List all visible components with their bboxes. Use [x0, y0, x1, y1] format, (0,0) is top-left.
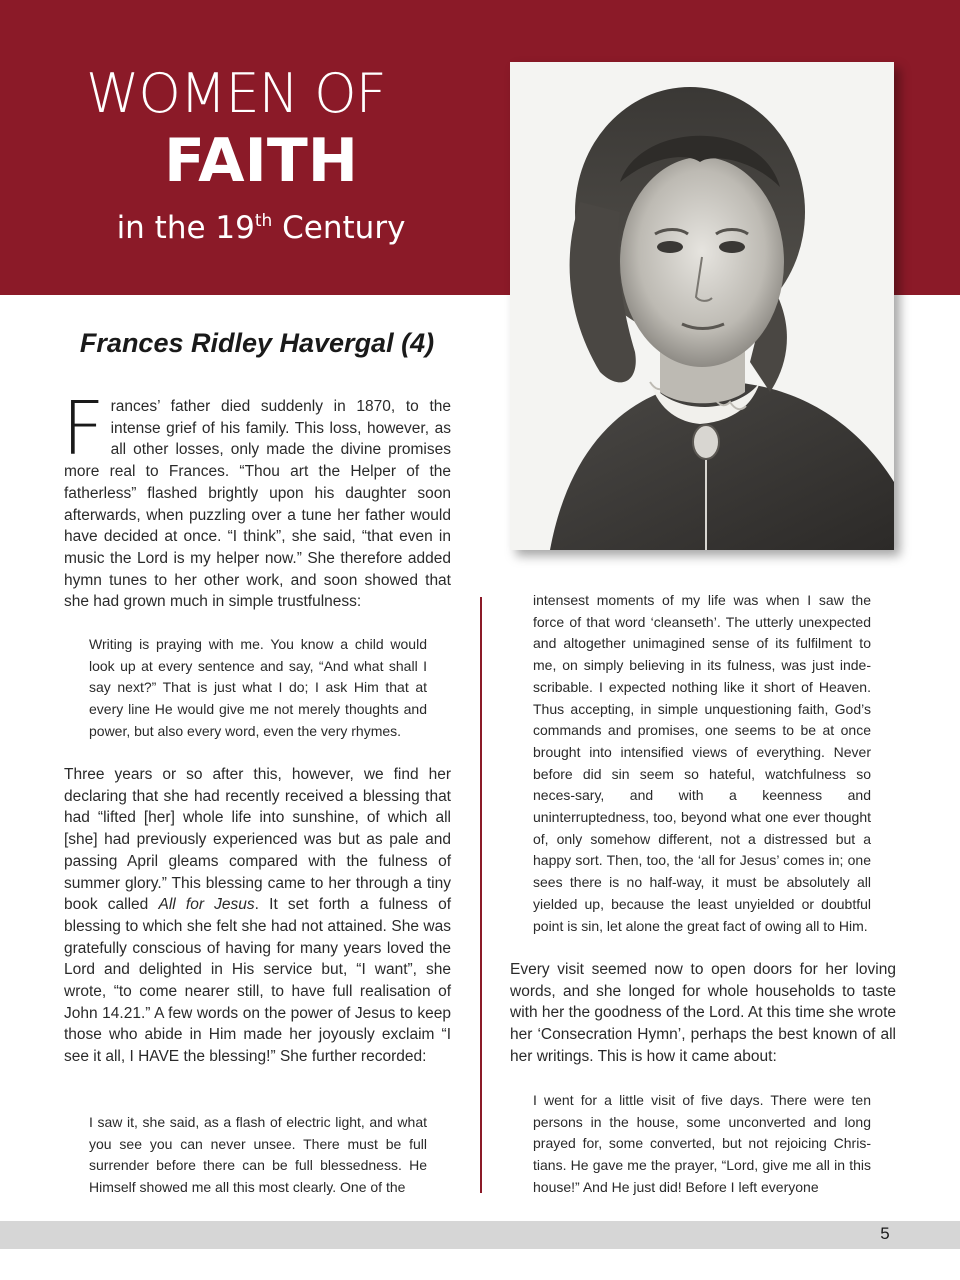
- title-century-prefix: in the 19: [116, 210, 255, 246]
- block-quote-2-continued: intensest moments of my life was when I saw the force of that word ‘cleanseth’. The utterly unexpected and altogether unimagined sense of its fulfilment to me, on simply believing in its fulness, was just inde-scribable. I expected nothing like it short of Heaven. Thus accepting, in simple unquestioning faith, God’s commands and promises, one seems to be at once brought into intensified views of everything. Never before did sin seem so hateful, watchfulness so neces-sary, and with a keenness and uninterruptedness, too, beyond what one ever thought of, only somehow different, not a distressed but a happy sort. Then, too, the ‘all for Jesus’ comes in; one sees there is no half-way, it must be absolutely all yielded up, because the least unyielded or doubtful point is sin, let alone the great fact of owing all to Him.: [533, 592, 871, 934]
- portrait-image: [510, 62, 894, 550]
- block-quote-1: Writing is praying with me. You know a child would look up at every sentence and say, “And what shall I say next?” That is just what I do; I ask Him that at every line He would give me not merely thoughts and power, but also every word, even the very rhymes.: [89, 636, 427, 739]
- paragraph-2-text-b: . It set forth a fulness of blessing to which she felt she had not attained. She was gratefully conscious of having for many years loved the Lord and delighted in His service but, “I want”, she wrote, “to come nearer still, to have full realisation of John 14.21.” A few words on the power of Jesus to keep those who abide in Him made her joyously exclaim “I see it all, I HAVE the blessing!” She further recorded:: [64, 896, 452, 1066]
- title-women-of: WOMEN OF: [86, 62, 386, 125]
- book-title: All for Jesus: [158, 896, 255, 914]
- paragraph-3: Every visit seemed now to open doors for her loving words, and she longed for whole households to taste with her the goodness of the Lord. At this time she wrote her ‘Consecration Hymn’, perhaps the best known of all her writings. This is how it came about:: [510, 961, 896, 1065]
- footer-bar: [0, 1221, 960, 1249]
- drop-cap: F: [62, 386, 105, 472]
- paragraph-1-text: rances’ father died suddenly in 1870, to the intense grief of his family. This loss, however, as all other losses, only made the divine promises more real to Frances. “Thou art the Helper of the fatherless” flashed brightly upon his daughter soon afterwards, when puzzling over a tune her father would have decided at once. “I think”, she said, “that even in music the Lord is my helper now.” She therefore added hymn tunes to her other work, and soon showed that she had grown much in simple trustfulness:: [64, 398, 451, 611]
- column-divider: [480, 597, 482, 1193]
- page-number: 5: [880, 1224, 890, 1243]
- title-century: [86, 210, 436, 246]
- title-century-suffix: Century: [272, 210, 406, 246]
- title-faith: FAITH: [163, 126, 358, 196]
- paragraph-2-text-a: Three years or so after this, however, we find her declaring that she had recently received a blessing that had “lifted [her] whole life into sunshine, of which all [she] had previously experienced was but as pale and passing April gleams compared with the fulness of summer glory.” This blessing came to her through a tiny book called: [64, 766, 451, 914]
- block-quote-3: I went for a little visit of five days. There were ten persons in the house, some unconverted and long prayed for, some converted, but not rejoicing Chris-tians. He gave me the prayer, “Lord, give me all in this house!” And He just did! Before I left everyone: [533, 1092, 871, 1195]
- paragraph-1: [62, 386, 451, 613]
- article-subtitle: Frances Ridley Havergal (4): [79, 328, 435, 358]
- title-century-superscript: th: [254, 211, 273, 231]
- paragraph-2: [64, 764, 451, 1068]
- block-quote-2-start: I saw it, she said, as a flash of electric light, and what you see you can never unsee. There must be full surrender before there can be full blessedness. He Himself showed me all this most clearly. One of the: [89, 1114, 427, 1196]
